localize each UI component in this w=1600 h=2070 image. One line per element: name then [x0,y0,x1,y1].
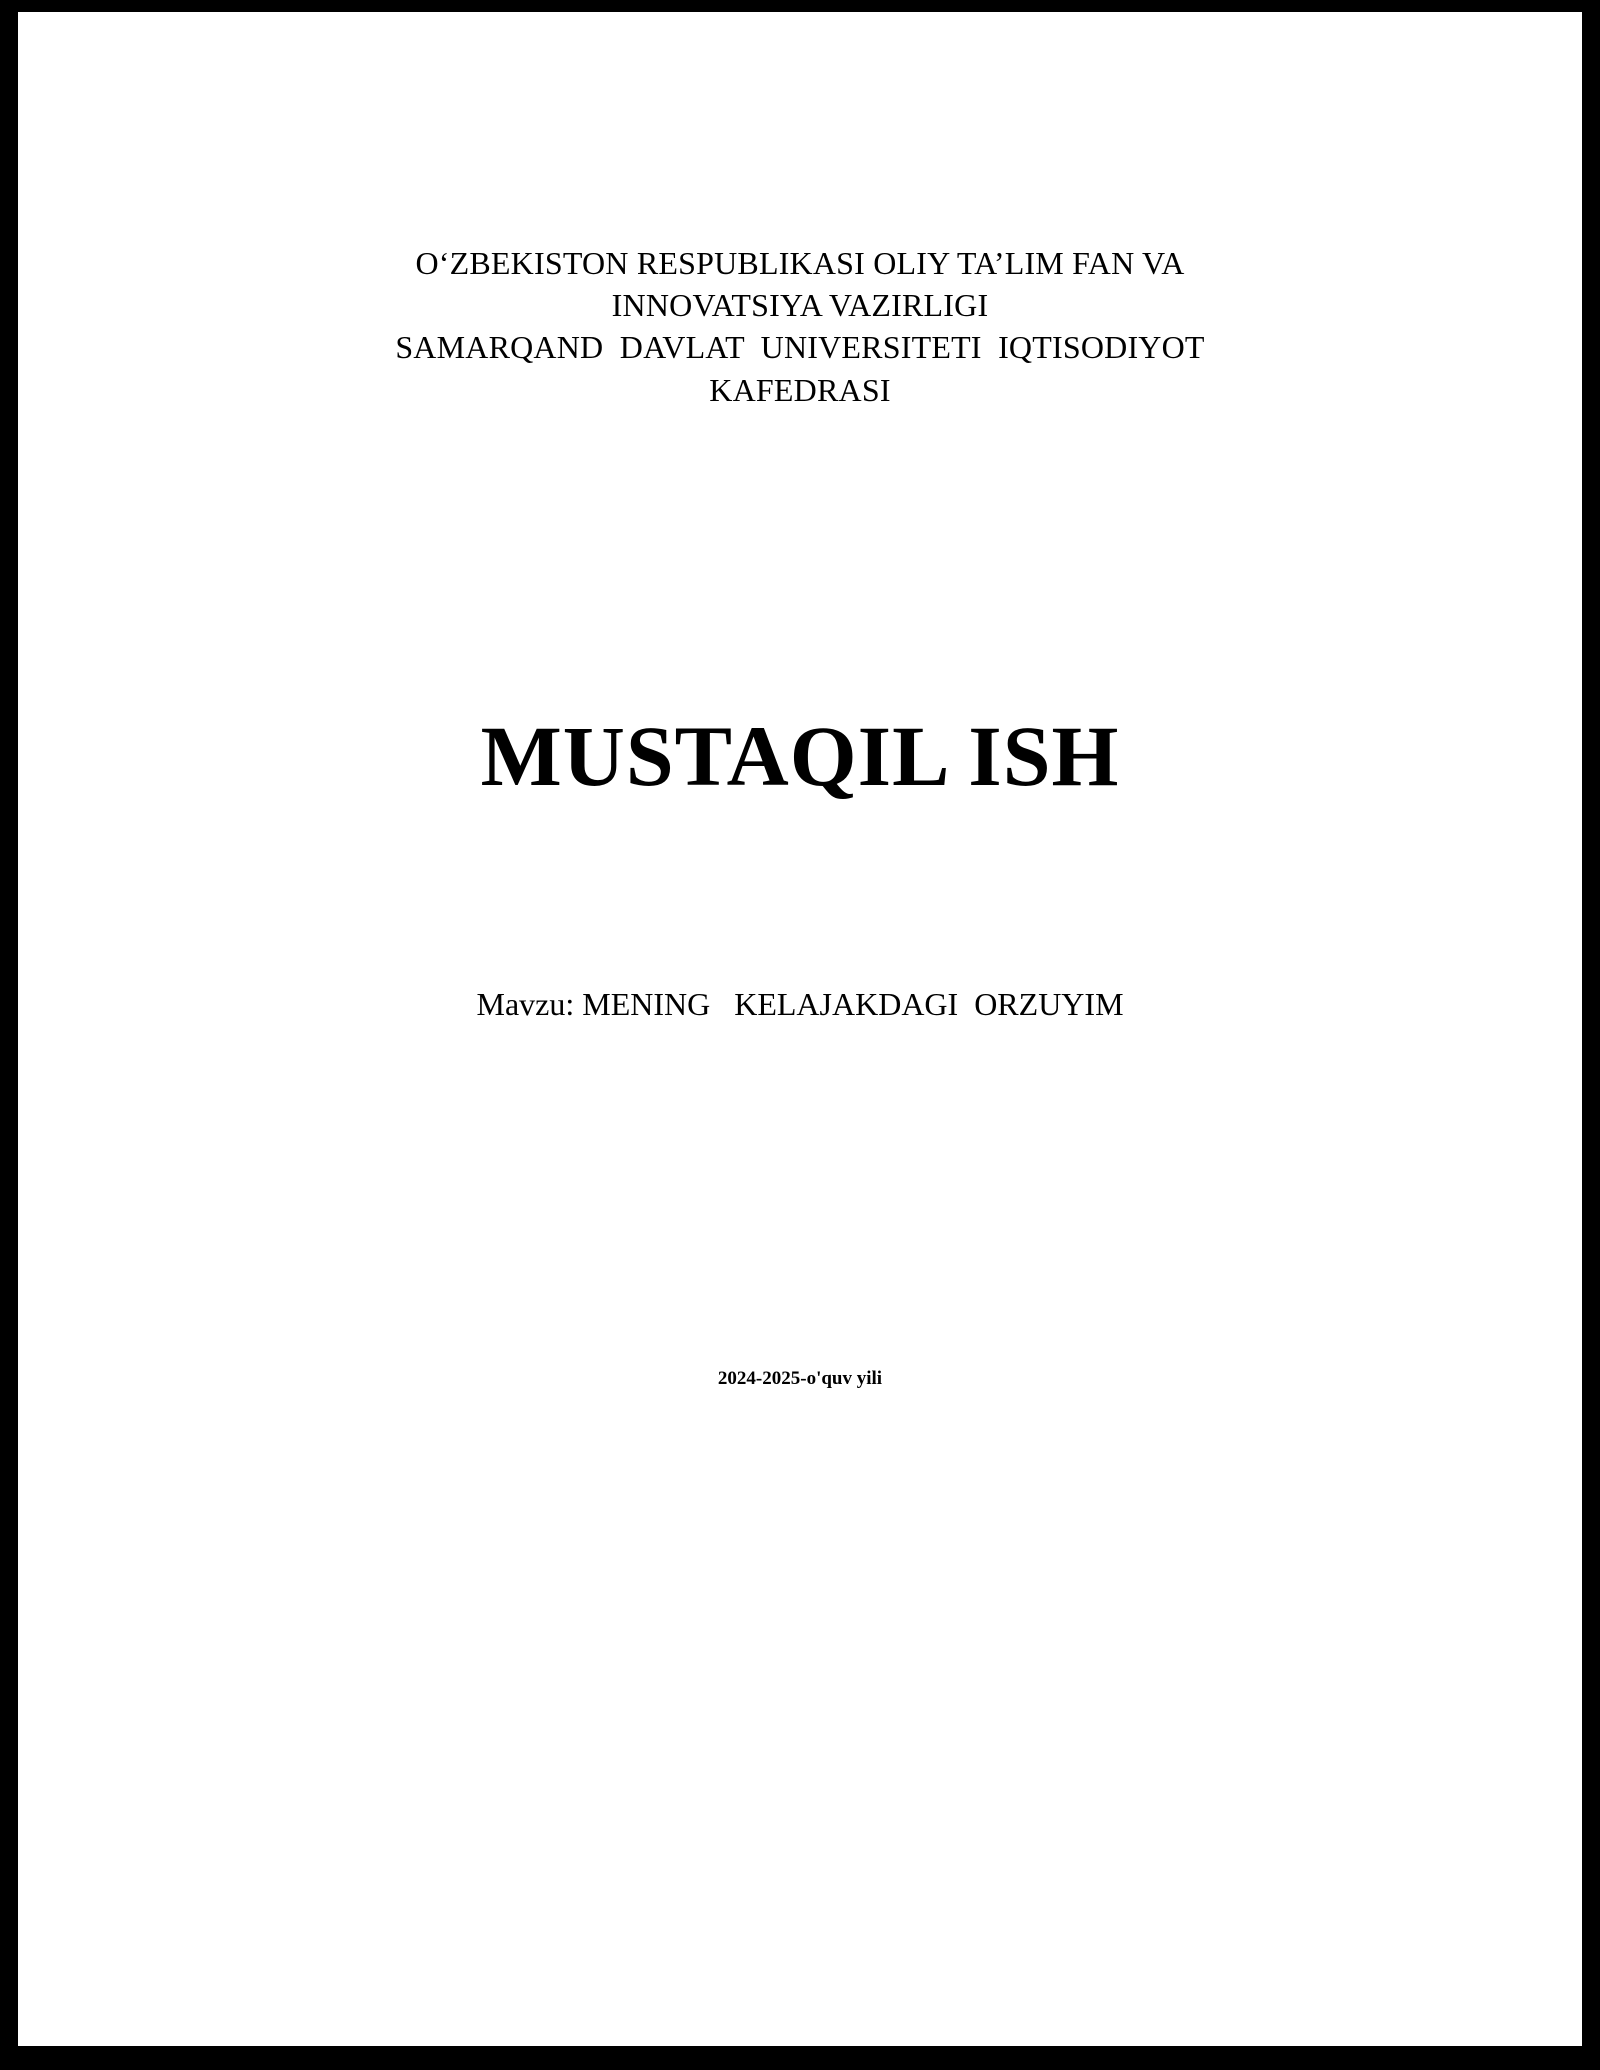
institution-header-line-3: SAMARQAND DAVLAT UNIVERSITETI IQTISODIYOT [395,329,1205,366]
document-page-sheet [18,12,1582,2046]
institution-header-line-1: O‘ZBEKISTON RESPUBLIKASI OLIY TA’LIM FAN VA [415,245,1185,281]
institution-header-line-4: KAFEDRASI [709,371,891,408]
document-subject: Mavzu: MENING KELAJAKDAGI ORZUYIM [476,986,1124,1023]
document-content [18,12,1582,2046]
document-title: MUSTAQIL ISH [480,707,1120,804]
institution-header-line-2: INNOVATSIYA VAZIRLIGI [611,287,989,324]
institution-header [58,242,1542,411]
academic-year: 2024-2025-o'quv yili [717,1368,883,1390]
